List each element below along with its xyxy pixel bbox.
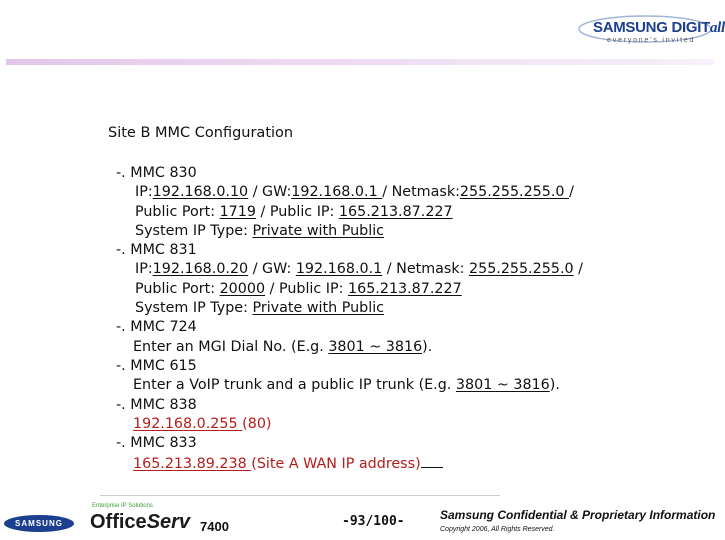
list-item-detail: 192.168.0.255 (80) (133, 415, 272, 432)
list-item-detail: Public Port: 20000 / Public IP: 165.213.87.227 (135, 280, 462, 297)
list-item: -. MMC 830 (116, 165, 197, 181)
list-item-detail: IP:192.168.0.10 / GW:192.168.0.1 / Netmask:255.255.255.0 / (135, 184, 574, 201)
list-item-detail: Enter a VoIP trunk and a public IP trunk (E.g. 3801 ~ 3816). (133, 377, 560, 394)
blank-underline (421, 453, 443, 468)
list-item-detail: Enter an MGI Dial No. (E.g. 3801 ~ 3816). (133, 338, 433, 355)
confidential-notice: Samsung Confidential & Proprietary Information (440, 508, 716, 522)
samsung-badge-logo: SAMSUNG (4, 515, 74, 532)
list-item: -. MMC 615 (116, 357, 197, 374)
list-item: -. MMC 833 (116, 435, 197, 452)
officeserv-tagline: Enterprise IP Solutions (92, 503, 153, 509)
logo-tagline: everyone's invited (607, 37, 696, 44)
officeserv-logo: OfficeServ (90, 511, 191, 533)
header-bar (6, 59, 714, 65)
logo-wordmark: SAMSUNG DIGITall (593, 19, 725, 36)
officeserv-model: 7400 (200, 519, 229, 534)
slide-title: Site B MMC Configuration (108, 125, 294, 141)
page-number: -93/100- (342, 514, 405, 529)
list-item: -. MMC 838 (116, 396, 197, 413)
mmc-list (116, 164, 583, 473)
list-item: -. MMC 724 (116, 319, 197, 336)
list-item-detail: System IP Type: Private with Public (135, 300, 385, 317)
list-item-detail: 165.213.89.238 (Site A WAN IP address) (116, 453, 583, 472)
samsung-digitall-logo (577, 10, 725, 50)
list-item-detail: IP:192.168.0.20 / GW: 192.168.0.1 / Netmask: 255.255.255.0 / (135, 261, 583, 278)
list-item-detail: Public Port: 1719 / Public IP: 165.213.87.227 (135, 203, 453, 220)
list-item-detail: System IP Type: Private with Public (135, 222, 385, 239)
list-item: -. MMC 831 (116, 242, 197, 259)
footer-divider (100, 495, 500, 496)
copyright-notice: Copyright 2006, All Rights Reserved. (440, 526, 555, 533)
